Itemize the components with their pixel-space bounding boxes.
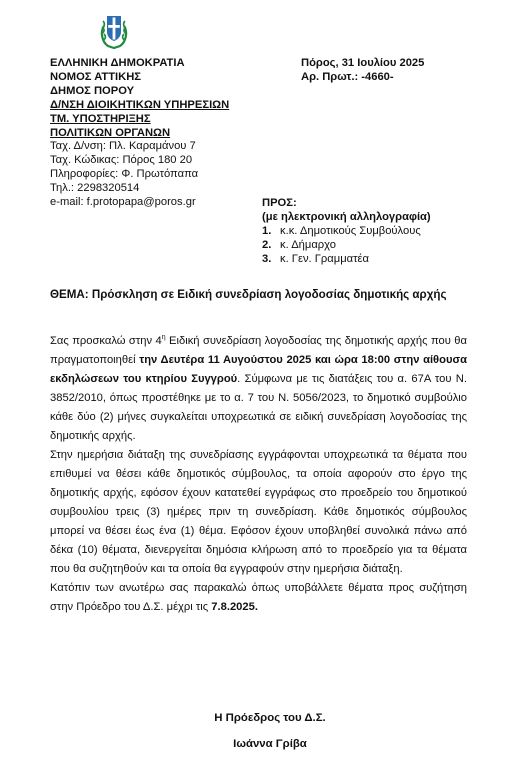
- body-paragraph: [50, 579, 467, 617]
- recipient-item: [262, 238, 431, 252]
- org-line: ΕΛΛΗΝΙΚΗ ΔΗΜΟΚΡΑΤΙΑ: [50, 57, 185, 69]
- recipients-note: (με ηλεκτρονική αλληλογραφία): [262, 211, 431, 223]
- date-protocol-block: [301, 57, 424, 85]
- contact-postcode: Ταχ. Κώδικας: Πόρος 180 20: [50, 154, 193, 167]
- recipient-number: 2.: [262, 239, 272, 251]
- meeting-datetime-place: την Δευτέρα 11 Αυγούστου 2025 και ώρα 18:00 στην αίθουσα εκδηλώσεων του κτηρίου Συγγρού: [50, 354, 467, 385]
- letter-body: [50, 332, 467, 617]
- contact-info-person: Πληροφορίες: Φ. Πρωτόπαπα: [50, 168, 199, 181]
- recipient-number: 1.: [262, 225, 272, 237]
- body-text: . Σύμφωνα με τις διατάξεις του α. 67Α του Ν. 3852/2010, όπως προστέθηκε με το α. 7 του Ν. 5056/2023, το δημοτικό συμβούλιο κάθε δύο (2) μήνες συγκαλείται υποχρεωτικά σε ειδική συνεδρίαση λογοδοσίας της δημοτικής αρχής.: [50, 373, 467, 442]
- recipient-number: 3.: [262, 253, 272, 265]
- sender-block: [50, 57, 229, 210]
- org-line: ΔΗΜΟΣ ΠΟΡΟΥ: [50, 84, 135, 97]
- contact-phone: Τηλ.: 2298320514: [50, 182, 140, 195]
- recipients-label: ΠΡΟΣ:: [262, 197, 297, 209]
- recipient-text: κ. Δήμαρχο: [280, 239, 336, 251]
- recipient-item: [262, 224, 431, 238]
- body-text: Κατόπιν των ανωτέρω σας παρακαλώ όπως υποβάλλετε θέματα προς συζήτηση στην Πρόεδρο του Δ.Σ. μέχρι τις: [50, 582, 467, 613]
- signature-name: Ιωάννα Γρίβα: [233, 738, 307, 750]
- ordinal-superscript: η: [161, 334, 166, 341]
- signature-title: Η Πρόεδρος του Δ.Σ.: [214, 712, 326, 724]
- deadline-date: 7.8.2025.: [211, 601, 258, 613]
- contact-address: Ταχ. Δ/νση: Πλ. Καραμάνου 7: [50, 140, 196, 153]
- body-paragraph: Στην ημερήσια διάταξη της συνεδρίασης εγγράφονται υποχρεωτικά τα θέματα που επιθυμεί να θέσει κάθε δημοτικός σύμβουλος, τα οποία αφορούν στο έργο της δημοτικής αρχής, εφόσον έχουν κατατεθεί εγγράφως στο προεδρείο του δημοτικού συμβουλίου τρεις (3) ημέρες πριν τη συνεδρίαση. Κάθε δημοτικός σύμβουλος μπορεί να θέσει έως ένα (1) θέμα. Εφόσον έχουν υποβληθεί συνολικά πάνω από δέκα (10) θέματα, διενεργείται δημόσια κλήρωση από το προεδρείο για τα θέματα που θα συζητηθούν και τα οποία θα εγγραφούν στην ημερήσια διάταξη.: [50, 449, 467, 575]
- org-line: ΠΟΛΙΤΙΚΩΝ ΟΡΓΑΝΩΝ: [50, 126, 171, 139]
- recipient-item: [262, 252, 431, 266]
- body-paragraph: [50, 332, 467, 446]
- org-line: ΝΟΜΟΣ ΑΤΤΙΚΗΣ: [50, 70, 142, 83]
- recipient-text: κ.κ. Δημοτικούς Συμβούλους: [280, 225, 421, 237]
- subject-line: ΘΕΜΑ: Πρόσκληση σε Ειδική συνεδρίαση λογοδοσίας δημοτικής αρχής: [50, 288, 447, 301]
- org-line: ΤΜ. ΥΠΟΣΤΗΡΙΞΗΣ: [50, 112, 151, 125]
- protocol-number: Αρ. Πρωτ.: -4660-: [301, 70, 394, 83]
- contact-email: e-mail: f.protopapa@poros.gr: [50, 196, 196, 209]
- recipient-text: κ. Γεν. Γραμματέα: [280, 253, 369, 265]
- org-line: Δ/ΝΣΗ ΔΙΟΙΚΗΤΙΚΩΝ ΥΠΗΡΕΣΙΩΝ: [50, 98, 230, 111]
- place-date: Πόρος, 31 Ιουλίου 2025: [301, 57, 425, 69]
- body-text: Σας προσκαλώ στην 4: [50, 335, 162, 347]
- greek-coat-of-arms-icon: [96, 10, 132, 50]
- body-text: Ειδική συνεδρίαση λογοδοσίας της δημοτικής αρχής που θα πραγματοποιηθεί: [50, 335, 467, 366]
- recipients-block: [262, 196, 431, 266]
